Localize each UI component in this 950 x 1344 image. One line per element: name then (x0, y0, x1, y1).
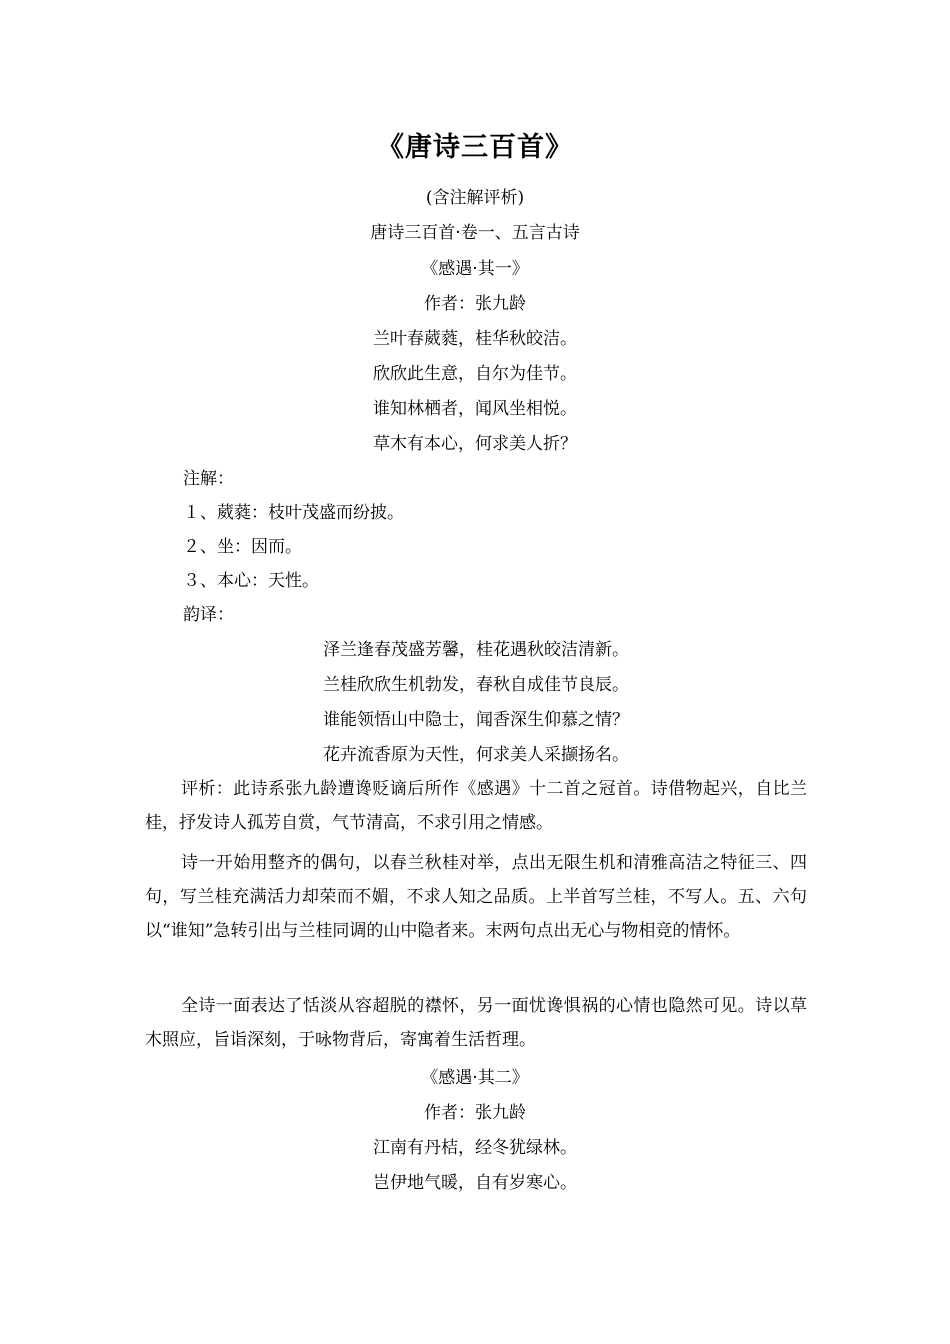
translation-line: 谁能领悟山中隐士，闻香深生仰慕之情？ (323, 710, 629, 730)
document-title: 《唐诗三百首》 (377, 132, 573, 163)
translation-line: 花卉流香原为天性，何求美人采撷扬名。 (323, 745, 629, 765)
poem-line: 草木有本心，何求美人折？ (373, 434, 577, 454)
poem-line: 谁知林栖者，闻风坐相悦。 (373, 399, 577, 419)
notes-label: 注解： (183, 469, 234, 489)
poem-line: 欣欣此生意，自尔为佳节。 (373, 364, 577, 384)
document-subtitle: (含注解评析) (425, 188, 525, 208)
translation-line: 兰桂欣欣生机勃发，春秋自成佳节良辰。 (323, 675, 629, 695)
translation-line: 泽兰逢春茂盛芳馨，桂花遇秋皎洁清新。 (323, 640, 629, 660)
poem-author: 作者：张九龄 (424, 294, 526, 314)
poem-heading: 《感遇·其一》 (421, 259, 529, 279)
note-item: １、葳蕤：枝叶茂盛而纷披。 (183, 503, 404, 523)
analysis-paragraph: 全诗一面表达了恬淡从容超脱的襟怀，另一面忧谗惧祸的心情也隐然可见。诗以草木照应，旨诣深刻，于咏物背后，寄寓着生活哲理。 (145, 996, 807, 1050)
analysis-paragraph: 诗一开始用整齐的偶句，以春兰秋桂对举，点出无限生机和清雅高洁之特征三、四句，写兰桂充满活力却荣而不媚，不求人知之品质。上半首写兰桂，不写人。五、六句以“谁知”急转引出与兰桂同调的山中隐者来。末两句点出无心与物相竞的情怀。 (145, 853, 807, 941)
poem-line: 江南有丹桔，经冬犹绿林。 (373, 1138, 577, 1158)
translation-label: 韵译： (183, 605, 234, 625)
poem-author: 作者：张九龄 (424, 1103, 526, 1123)
analysis-paragraph: 评析：此诗系张九龄遭谗贬谪后所作《感遇》十二首之冠首。诗借物起兴，自比兰桂，抒发诗人孤芳自赏，气节清高，不求引用之情感。 (145, 779, 807, 833)
poem-line: 兰叶春葳蕤，桂华秋皎洁。 (373, 329, 577, 349)
volume-heading: 唐诗三百首·卷一、五言古诗 (370, 223, 580, 243)
note-item: ２、坐：因而。 (183, 537, 302, 557)
poem-heading: 《感遇·其二》 (421, 1068, 529, 1088)
poem-line: 岂伊地气暖，自有岁寒心。 (373, 1173, 577, 1193)
note-item: ３、本心：天性。 (183, 571, 319, 591)
